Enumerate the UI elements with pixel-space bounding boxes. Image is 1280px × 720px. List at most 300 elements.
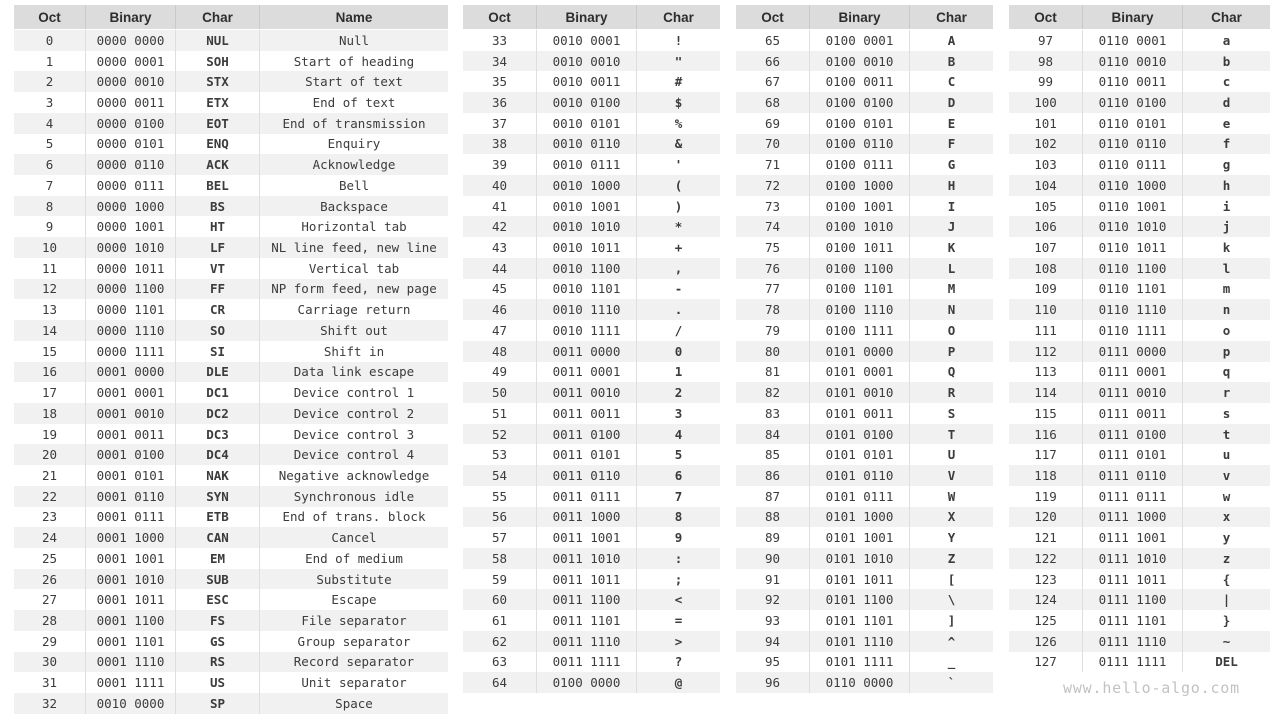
binary-cell: 0000 0001 (86, 51, 176, 72)
binary-cell: 0011 0011 (537, 403, 637, 424)
table-row (1009, 341, 1270, 362)
binary-cell: 0001 1101 (86, 631, 176, 652)
binary-cell: 0111 0010 (1083, 382, 1183, 403)
binary-cell: 0100 0011 (810, 71, 910, 92)
binary-cell: 0011 1000 (537, 507, 637, 528)
table-row (14, 113, 448, 134)
char-cell: [ (947, 571, 956, 587)
oct-cell: 109 (1009, 279, 1083, 300)
name-cell: Bell (338, 177, 370, 193)
char-cell: VT (176, 258, 260, 279)
table-row (463, 237, 720, 258)
binary-cell: 0010 1111 (537, 320, 637, 341)
oct-cell: 108 (1009, 258, 1083, 279)
binary-cell: 0010 0100 (537, 92, 637, 113)
oct-cell: 13 (14, 299, 86, 320)
column-header: Binary (86, 5, 176, 30)
column-header: Oct (14, 5, 86, 30)
table-row (463, 569, 720, 590)
char-cell: BS (176, 196, 260, 217)
char-cell: STX (176, 71, 260, 92)
binary-cell: 0000 1010 (86, 237, 176, 258)
table-row (1009, 299, 1270, 320)
binary-cell: 0011 0001 (537, 362, 637, 383)
oct-cell: 10 (14, 237, 86, 258)
oct-cell: 90 (736, 548, 810, 569)
oct-cell: 25 (14, 548, 86, 569)
table-row (1009, 610, 1270, 631)
oct-cell: 96 (736, 672, 810, 693)
char-cell: T (910, 424, 994, 445)
oct-cell: 60 (463, 589, 537, 610)
oct-cell: 46 (463, 299, 537, 320)
table-row (736, 51, 993, 72)
name-cell: Device control 2 (260, 403, 449, 424)
name-cell: Shift in (323, 343, 385, 359)
binary-cell: 0000 0111 (86, 175, 176, 196)
binary-cell: 0001 0011 (86, 424, 176, 445)
table-row (463, 341, 720, 362)
oct-cell: 123 (1009, 569, 1083, 590)
table-row (14, 465, 448, 486)
table-row (14, 92, 448, 113)
table-row (736, 548, 993, 569)
char-cell: " (637, 51, 721, 72)
oct-cell: 8 (14, 196, 86, 217)
char-cell: FS (176, 610, 260, 631)
table-row (736, 652, 993, 673)
name-cell: End of trans. block (282, 509, 426, 525)
name-cell: Negative acknowledge (278, 467, 430, 483)
binary-cell: 0011 1111 (537, 652, 637, 673)
binary-cell: 0100 0001 (810, 30, 910, 51)
char-cell: r (1183, 382, 1271, 403)
char-cell: \ (910, 589, 994, 610)
oct-cell: 93 (736, 610, 810, 631)
oct-cell: 38 (463, 134, 537, 155)
oct-cell: 45 (463, 279, 537, 300)
oct-cell: 67 (736, 71, 810, 92)
oct-cell: 5 (14, 134, 86, 155)
char-cell: CR (176, 299, 260, 320)
char-cell: K (947, 240, 956, 256)
binary-cell: 0110 1101 (1083, 279, 1183, 300)
table-row (736, 196, 993, 217)
oct-cell: 88 (736, 507, 810, 528)
table-row (1009, 30, 1270, 51)
table-row (14, 693, 448, 714)
char-cell: > (637, 631, 721, 652)
binary-cell: 0101 1000 (810, 507, 910, 528)
table-row (1009, 589, 1270, 610)
char-cell: | (1183, 589, 1271, 610)
name-cell: Null (260, 30, 449, 51)
oct-cell: 80 (736, 341, 810, 362)
oct-cell: 19 (14, 424, 86, 445)
table-row (736, 216, 993, 237)
char-cell: ? (674, 654, 683, 670)
table-row (1009, 527, 1270, 548)
oct-cell: 81 (736, 362, 810, 383)
oct-cell: 48 (463, 341, 537, 362)
column-header: Name (260, 5, 449, 30)
binary-cell: 0101 1101 (810, 610, 910, 631)
binary-cell: 0100 1001 (810, 196, 910, 217)
char-cell: SOH (176, 51, 260, 72)
binary-cell: 0010 0010 (537, 51, 637, 72)
oct-cell: 65 (736, 30, 810, 51)
char-cell: g (1222, 157, 1231, 173)
char-cell: k (1222, 240, 1231, 256)
binary-cell: 0101 0000 (810, 341, 910, 362)
watermark-text: www.hello-algo.com (1063, 679, 1240, 697)
name-cell: Space (260, 693, 449, 714)
column-header: Char (1183, 5, 1271, 30)
table-row (463, 299, 720, 320)
binary-cell: 0010 0000 (86, 693, 176, 714)
table-row (736, 444, 993, 465)
oct-cell: 127 (1009, 652, 1083, 673)
table-row (736, 71, 993, 92)
oct-cell: 79 (736, 320, 810, 341)
char-cell: L (910, 258, 994, 279)
table-row (736, 569, 993, 590)
table-row (463, 30, 720, 51)
table-row (463, 486, 720, 507)
name-cell: Device control 1 (293, 385, 415, 401)
char-cell: $ (637, 92, 721, 113)
table-row (736, 92, 993, 113)
oct-cell: 42 (463, 216, 537, 237)
name-cell: File separator (260, 610, 449, 631)
table-row (1009, 424, 1270, 445)
char-cell: X (910, 507, 994, 528)
oct-cell: 111 (1009, 320, 1083, 341)
binary-cell: 0001 1110 (86, 652, 176, 673)
table-row (1009, 548, 1270, 569)
name-cell: Backspace (260, 196, 449, 217)
char-cell: I (947, 198, 956, 214)
binary-cell: 0101 0001 (810, 362, 910, 383)
oct-cell: 121 (1009, 527, 1083, 548)
table-row (736, 424, 993, 445)
char-cell: R (910, 382, 994, 403)
binary-cell: 0010 1110 (537, 299, 637, 320)
char-cell: 0 (637, 341, 721, 362)
char-cell: Q (947, 364, 956, 380)
oct-cell: 95 (736, 652, 810, 673)
binary-cell: 0000 1111 (86, 341, 176, 362)
table-row (14, 672, 448, 693)
name-cell: Unit separator (301, 675, 407, 691)
char-cell: ~ (1183, 631, 1271, 652)
char-cell: ; (674, 571, 683, 587)
oct-cell: 27 (14, 589, 86, 610)
binary-cell: 0011 1010 (537, 548, 637, 569)
char-cell: 4 (637, 424, 721, 445)
binary-cell: 0111 1100 (1083, 589, 1183, 610)
oct-cell: 7 (14, 175, 86, 196)
binary-cell: 0111 0110 (1083, 465, 1183, 486)
oct-cell: 84 (736, 424, 810, 445)
table-row (463, 652, 720, 673)
ascii-table-lowercase (1009, 5, 1270, 672)
name-cell: End of transmission (260, 113, 449, 134)
oct-cell: 94 (736, 631, 810, 652)
table-row (14, 51, 448, 72)
char-cell: HT (176, 216, 260, 237)
header-row (1009, 5, 1270, 30)
oct-cell: 113 (1009, 362, 1083, 383)
binary-cell: 0001 1111 (86, 672, 176, 693)
binary-cell: 0111 0101 (1083, 444, 1183, 465)
table-row (736, 486, 993, 507)
table-row (463, 258, 720, 279)
table-row (463, 507, 720, 528)
name-cell: Synchronous idle (260, 486, 449, 507)
table-row (1009, 216, 1270, 237)
binary-cell: 0001 1011 (86, 589, 176, 610)
table-row (14, 237, 448, 258)
binary-cell: 0010 0110 (537, 134, 637, 155)
oct-cell: 117 (1009, 444, 1083, 465)
name-cell: Device control 3 (293, 426, 415, 442)
oct-cell: 30 (14, 652, 86, 673)
table-row (1009, 196, 1270, 217)
char-cell: f (1183, 134, 1271, 155)
binary-cell: 0011 1001 (537, 527, 637, 548)
name-cell: Vertical tab (308, 260, 400, 276)
table-row (736, 154, 993, 175)
binary-cell: 0010 1010 (537, 216, 637, 237)
oct-cell: 26 (14, 569, 86, 590)
char-cell: 2 (637, 382, 721, 403)
oct-cell: 85 (736, 444, 810, 465)
binary-cell: 0110 0101 (1083, 113, 1183, 134)
char-cell: t (1183, 424, 1271, 445)
char-cell: U (947, 447, 956, 463)
char-cell: q (1222, 364, 1231, 380)
binary-cell: 0010 1100 (537, 258, 637, 279)
name-cell: Record separator (260, 652, 449, 673)
table-row (736, 113, 993, 134)
oct-cell: 1 (14, 51, 86, 72)
char-cell: S (947, 405, 956, 421)
table-row (14, 341, 448, 362)
char-cell: B (910, 51, 994, 72)
oct-cell: 47 (463, 320, 537, 341)
oct-cell: 70 (736, 134, 810, 155)
char-cell: EM (176, 548, 260, 569)
binary-cell: 0001 0000 (86, 362, 176, 383)
table-row (1009, 444, 1270, 465)
column-header: Char (637, 5, 721, 30)
char-cell: US (176, 672, 260, 693)
table-row (14, 71, 448, 92)
table-row (1009, 631, 1270, 652)
name-cell: Start of heading (293, 53, 415, 69)
char-cell: 9 (674, 530, 683, 546)
oct-cell: 53 (463, 444, 537, 465)
name-cell: End of text (312, 95, 396, 111)
char-cell: e (1222, 115, 1231, 131)
table-row (736, 507, 993, 528)
name-cell: Horizontal tab (301, 219, 407, 235)
binary-cell: 0000 1100 (86, 279, 176, 300)
oct-cell: 72 (736, 175, 810, 196)
binary-cell: 0111 1011 (1083, 569, 1183, 590)
char-cell: ^ (910, 631, 994, 652)
table-row (736, 672, 993, 693)
oct-cell: 39 (463, 154, 537, 175)
binary-cell: 0100 0100 (810, 92, 910, 113)
table-row (736, 527, 993, 548)
table-row (1009, 51, 1270, 72)
table-row (736, 320, 993, 341)
oct-cell: 63 (463, 652, 537, 673)
oct-cell: 106 (1009, 216, 1083, 237)
table-row (463, 465, 720, 486)
oct-cell: 75 (736, 237, 810, 258)
oct-cell: 126 (1009, 631, 1083, 652)
binary-cell: 0110 1001 (1083, 196, 1183, 217)
oct-cell: 15 (14, 341, 86, 362)
char-cell: # (674, 74, 683, 90)
binary-cell: 0111 0111 (1083, 486, 1183, 507)
char-cell: x (1183, 507, 1271, 528)
char-cell: M (947, 281, 956, 297)
table-row (14, 30, 448, 51)
oct-cell: 57 (463, 527, 537, 548)
table-row (14, 134, 448, 155)
binary-cell: 0011 1110 (537, 631, 637, 652)
table-row (14, 382, 448, 403)
table-row (736, 610, 993, 631)
table-row (736, 175, 993, 196)
binary-cell: 0010 0011 (537, 71, 637, 92)
char-cell: & (637, 134, 721, 155)
oct-cell: 6 (14, 154, 86, 175)
table-row (736, 134, 993, 155)
binary-cell: 0001 0101 (86, 465, 176, 486)
table-row (463, 71, 720, 92)
char-cell: % (674, 115, 683, 131)
binary-cell: 0010 1001 (537, 196, 637, 217)
table-row (14, 548, 448, 569)
table-row (1009, 403, 1270, 424)
table-row (1009, 486, 1270, 507)
oct-cell: 86 (736, 465, 810, 486)
binary-cell: 0000 1101 (86, 299, 176, 320)
oct-cell: 112 (1009, 341, 1083, 362)
char-cell: i (1222, 198, 1231, 214)
name-cell: Data link escape (260, 362, 449, 383)
oct-cell: 64 (463, 672, 537, 693)
table-row (14, 631, 448, 652)
binary-cell: 0011 0101 (537, 444, 637, 465)
table-row (1009, 362, 1270, 383)
char-cell: } (1222, 612, 1231, 628)
table-row (463, 51, 720, 72)
oct-cell: 92 (736, 589, 810, 610)
table-row (736, 465, 993, 486)
char-cell: y (1222, 530, 1231, 546)
column-header: Char (910, 5, 994, 30)
oct-cell: 17 (14, 382, 86, 403)
table-row (463, 362, 720, 383)
char-cell: l (1183, 258, 1271, 279)
binary-cell: 0011 0110 (537, 465, 637, 486)
table-row (14, 610, 448, 631)
char-cell: < (637, 589, 721, 610)
table-row (1009, 507, 1270, 528)
binary-cell: 0011 0111 (537, 486, 637, 507)
oct-cell: 31 (14, 672, 86, 693)
table-row (736, 382, 993, 403)
binary-cell: 0110 1011 (1083, 237, 1183, 258)
char-cell: Z (910, 548, 994, 569)
binary-cell: 0001 1100 (86, 610, 176, 631)
oct-cell: 105 (1009, 196, 1083, 217)
char-cell: ( (637, 175, 721, 196)
binary-cell: 0000 0011 (86, 92, 176, 113)
char-cell: E (947, 115, 956, 131)
binary-cell: 0111 1000 (1083, 507, 1183, 528)
table-row (463, 216, 720, 237)
oct-cell: 68 (736, 92, 810, 113)
oct-cell: 119 (1009, 486, 1083, 507)
binary-cell: 0110 1111 (1083, 320, 1183, 341)
oct-cell: 3 (14, 92, 86, 113)
char-cell: w (1222, 488, 1231, 504)
binary-cell: 0010 1011 (537, 237, 637, 258)
char-cell: 5 (674, 447, 683, 463)
table-row (14, 279, 448, 300)
char-cell: 8 (637, 507, 721, 528)
column-header: Oct (463, 5, 537, 30)
oct-cell: 18 (14, 403, 86, 424)
oct-cell: 44 (463, 258, 537, 279)
name-cell: Acknowledge (260, 154, 449, 175)
oct-cell: 24 (14, 527, 86, 548)
oct-cell: 71 (736, 154, 810, 175)
binary-cell: 0101 1010 (810, 548, 910, 569)
char-cell: 7 (674, 488, 683, 504)
table-row (463, 92, 720, 113)
table-row (463, 589, 720, 610)
table-row (1009, 279, 1270, 300)
char-cell: s (1222, 405, 1231, 421)
char-cell: 6 (637, 465, 721, 486)
oct-cell: 37 (463, 113, 537, 134)
binary-cell: 0111 1001 (1083, 527, 1183, 548)
name-cell: End of medium (305, 550, 403, 566)
name-cell: Device control 4 (260, 444, 449, 465)
table-row (736, 237, 993, 258)
char-cell: . (637, 299, 721, 320)
table-row (463, 527, 720, 548)
char-cell: ' (674, 157, 683, 173)
char-cell: @ (637, 672, 721, 693)
binary-cell: 0001 1000 (86, 527, 176, 548)
oct-cell: 74 (736, 216, 810, 237)
oct-cell: 52 (463, 424, 537, 445)
char-cell: j (1183, 216, 1271, 237)
table-row (463, 134, 720, 155)
char-cell: Y (947, 530, 956, 546)
char-cell: m (1222, 281, 1231, 297)
column-header: Char (176, 5, 260, 30)
